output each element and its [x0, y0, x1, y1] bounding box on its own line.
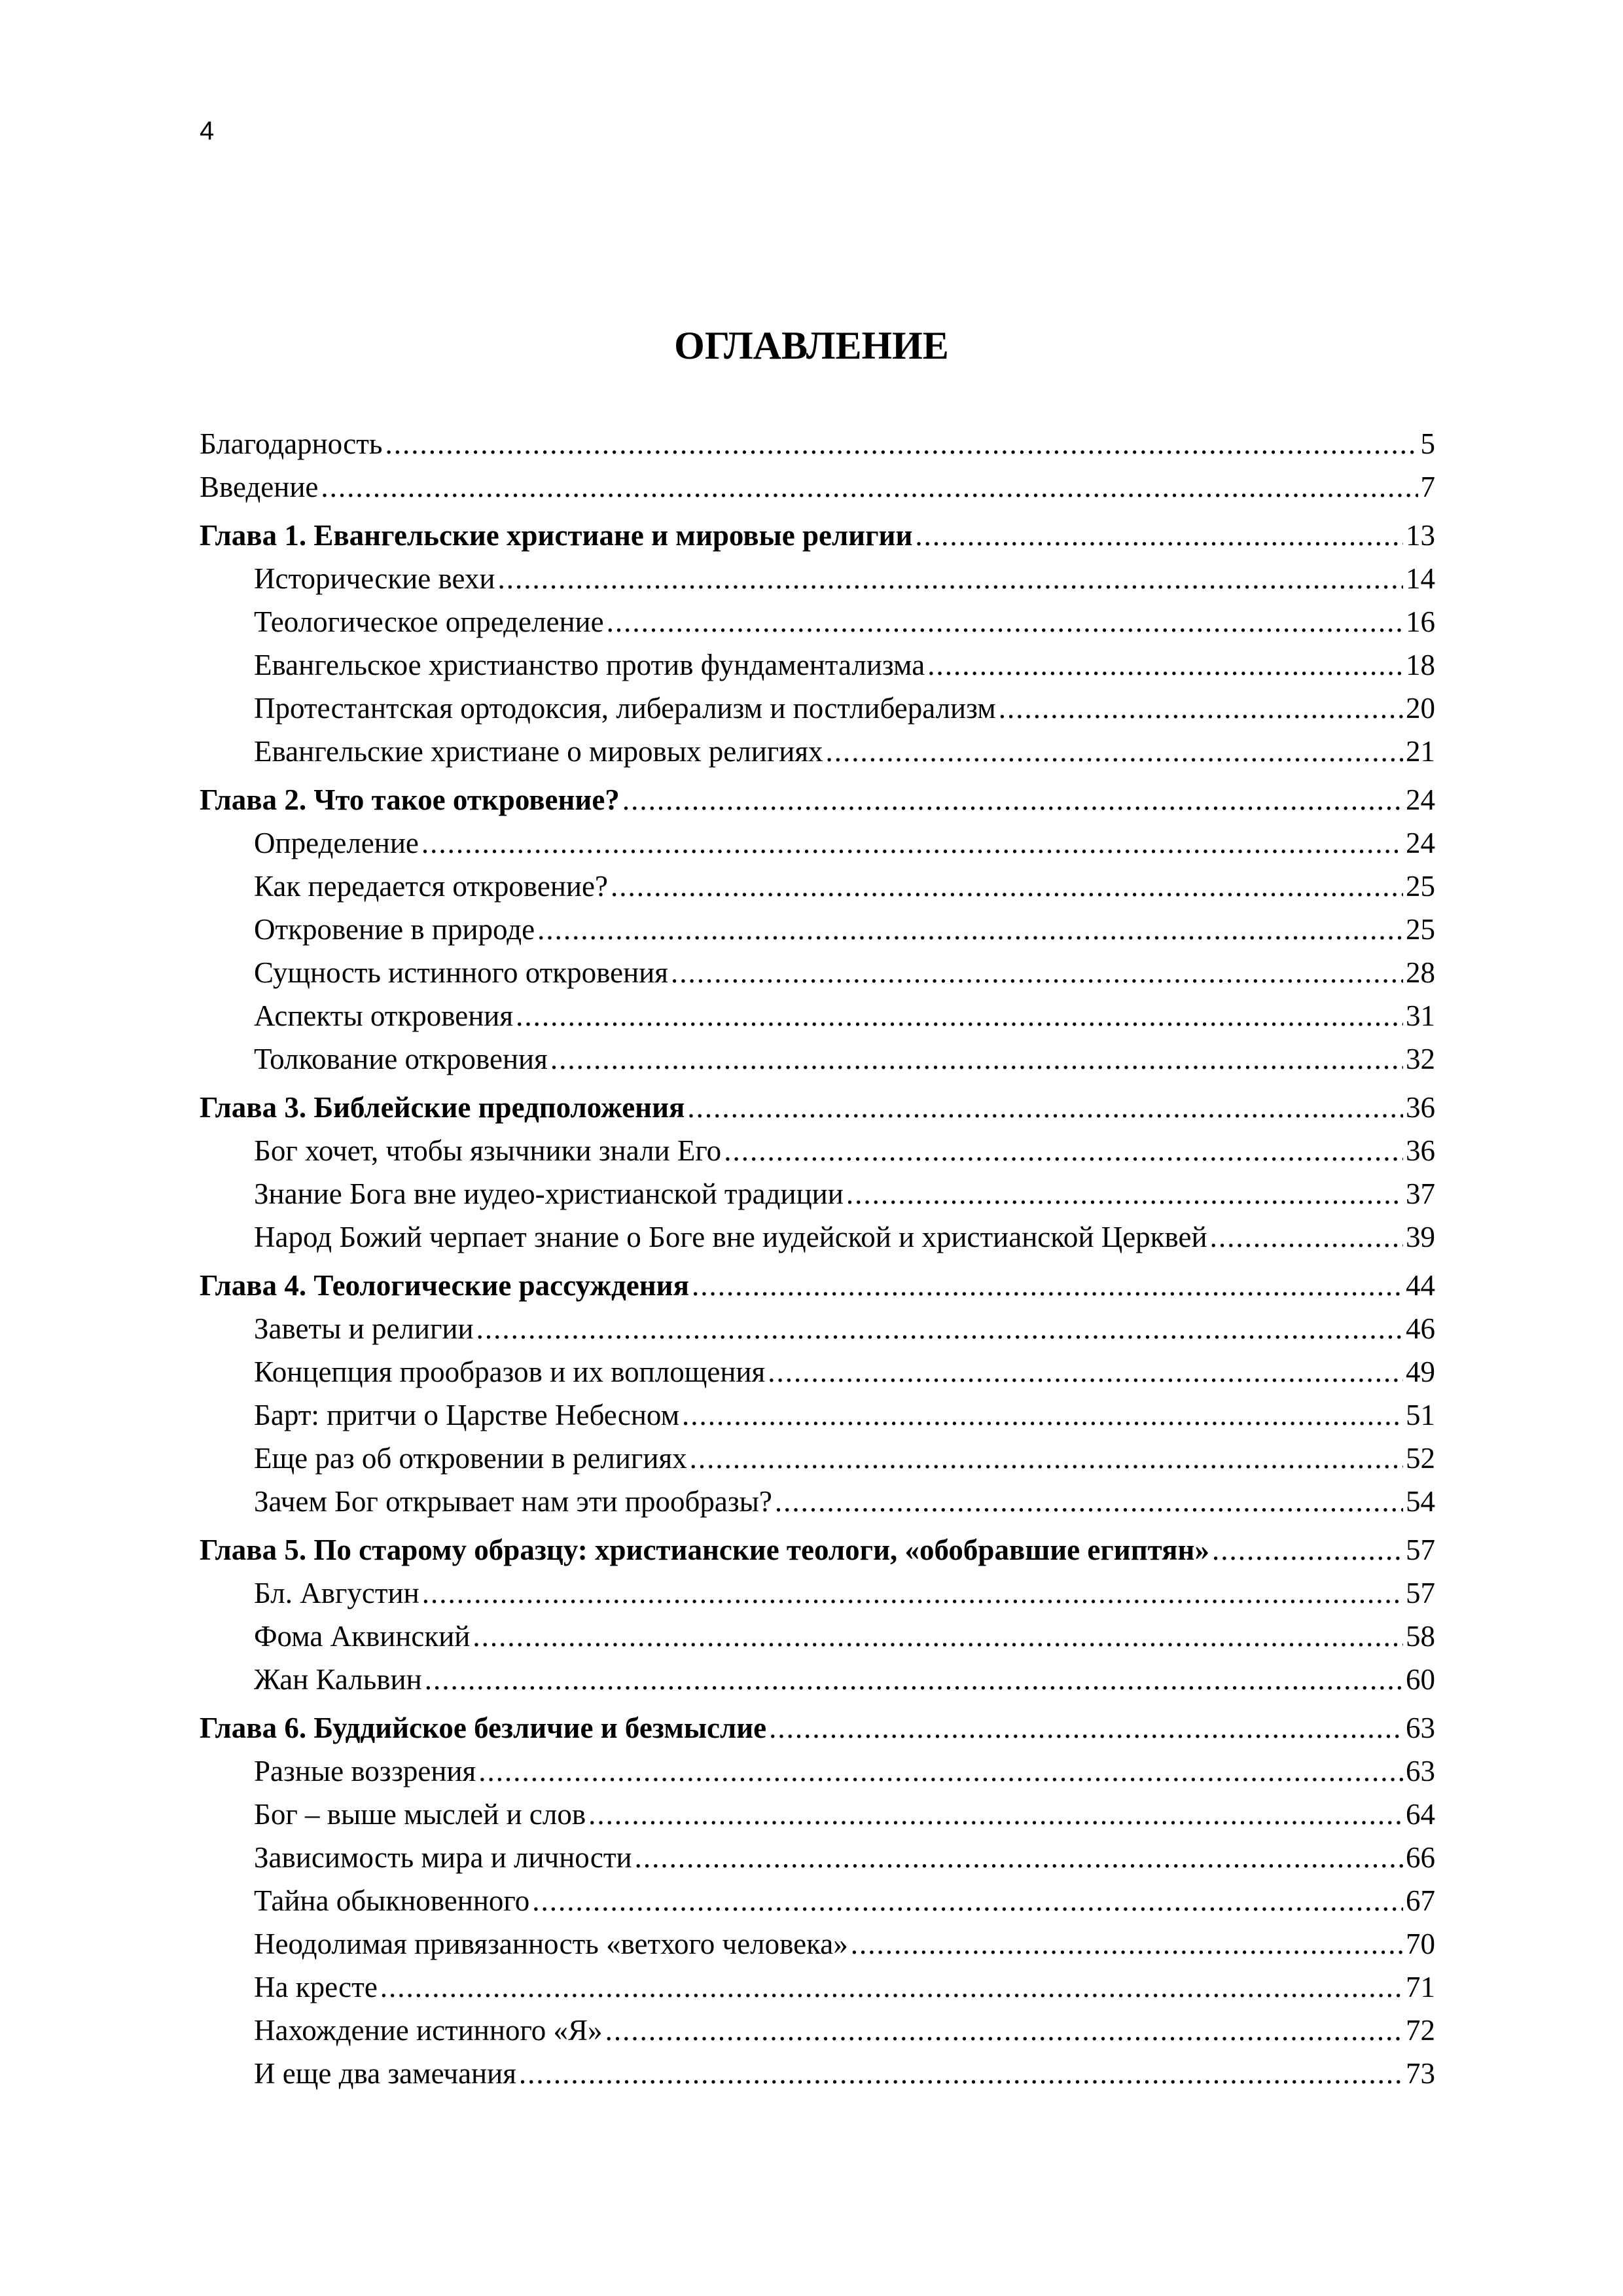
toc-entry-title: Народ Божий черпает знание о Боге вне иудейской и христианской Церквей [254, 1221, 1207, 1253]
toc-dot-leader [851, 1922, 1403, 1965]
toc-entry-title: Благодарность [200, 427, 383, 460]
page-title: ОГЛАВЛЕНИЕ [674, 324, 949, 367]
toc-dot-leader [519, 2052, 1403, 2095]
toc-entry-title: Разные воззрения [254, 1755, 476, 1787]
toc-entry[interactable] [200, 1615, 1435, 1658]
toc-entry-page-number: 57 [1406, 1577, 1435, 1609]
toc-entry-title: Откровение в природе [254, 913, 535, 946]
toc-entry-title: Неодолимая привязанность «ветхого человека» [254, 1928, 848, 1960]
toc-entry-title: Тайна обыкновенного [254, 1884, 530, 1917]
toc-entry-page-number: 36 [1406, 1091, 1435, 1124]
toc-dot-leader [607, 600, 1403, 643]
toc-entry-page-number: 72 [1406, 2014, 1435, 2047]
toc-entry-title: Протестантская ортодоксия, либерализм и постлиберализм [254, 692, 996, 725]
table-of-contents [200, 422, 1435, 2095]
toc-dot-leader [476, 1307, 1403, 1350]
toc-entry[interactable] [200, 1172, 1435, 1215]
toc-chapter-entry[interactable] [200, 1528, 1435, 1571]
toc-entry-title: Знание Бога вне иудео-христианской традиции [254, 1177, 844, 1210]
toc-entry-page-number: 66 [1406, 1841, 1435, 1874]
toc-entry[interactable] [200, 865, 1435, 908]
toc-dot-leader [927, 643, 1403, 687]
toc-dot-leader [385, 422, 1418, 465]
toc-dot-leader [321, 465, 1418, 509]
toc-entry-page-number: 57 [1406, 1534, 1435, 1566]
toc-entry-title: Концепция прообразов и их воплощения [254, 1355, 766, 1388]
toc-entry[interactable] [200, 1129, 1435, 1172]
toc-dot-leader [846, 1172, 1403, 1215]
toc-dot-leader [588, 1793, 1403, 1836]
toc-dot-leader [999, 687, 1403, 730]
toc-entry[interactable] [200, 1037, 1435, 1081]
toc-entry[interactable] [200, 951, 1435, 994]
toc-entry-page-number: 18 [1406, 649, 1435, 681]
toc-entry-page-number: 21 [1406, 735, 1435, 768]
toc-entry-title: Еще раз об откровении в религиях [254, 1442, 687, 1475]
toc-entry-title: Глава 2. Что такое откровение? [200, 783, 620, 816]
toc-entry-page-number: 39 [1406, 1221, 1435, 1253]
toc-entry[interactable] [200, 821, 1435, 865]
toc-dot-leader [605, 2009, 1403, 2052]
toc-entry-page-number: 25 [1406, 870, 1435, 903]
toc-entry-title: Бог – выше мыслей и слов [254, 1798, 586, 1831]
toc-entry-page-number: 46 [1406, 1312, 1435, 1345]
toc-dot-leader [682, 1393, 1403, 1437]
toc-dot-leader [422, 1571, 1403, 1615]
toc-dot-leader [826, 730, 1403, 773]
toc-entry-title: Толкование откровения [254, 1043, 548, 1075]
toc-entry-page-number: 7 [1420, 471, 1435, 503]
toc-dot-leader [550, 1037, 1403, 1081]
toc-dot-leader [1210, 1215, 1403, 1259]
toc-chapter-entry[interactable] [200, 778, 1435, 821]
toc-dot-leader [611, 865, 1403, 908]
toc-entry[interactable] [200, 643, 1435, 687]
toc-entry-page-number: 16 [1406, 605, 1435, 638]
toc-chapter-entry[interactable] [200, 1706, 1435, 1749]
toc-dot-leader [516, 994, 1403, 1037]
toc-entry-title: Как передается откровение? [254, 870, 608, 903]
toc-entry[interactable] [200, 1922, 1435, 1965]
toc-entry-title: Заветы и религии [254, 1312, 474, 1345]
toc-entry-title: Глава 3. Библейские предположения [200, 1091, 685, 1124]
toc-entry-page-number: 14 [1406, 562, 1435, 595]
toc-dot-leader [671, 951, 1403, 994]
toc-entry-page-number: 60 [1406, 1663, 1435, 1696]
toc-entry-page-number: 44 [1406, 1269, 1435, 1302]
toc-entry[interactable] [200, 1307, 1435, 1350]
toc-entry-page-number: 5 [1420, 427, 1435, 460]
toc-dot-leader [537, 908, 1403, 951]
toc-entry[interactable] [200, 1793, 1435, 1836]
toc-entry[interactable] [200, 600, 1435, 643]
toc-entry-page-number: 51 [1406, 1399, 1435, 1431]
toc-entry[interactable] [200, 1836, 1435, 1879]
toc-entry-title: Теологическое определение [254, 605, 604, 638]
toc-entry-page-number: 52 [1406, 1442, 1435, 1475]
toc-entry-page-number: 63 [1406, 1755, 1435, 1787]
toc-entry-page-number: 13 [1406, 519, 1435, 552]
toc-entry-page-number: 31 [1406, 999, 1435, 1032]
toc-entry-title: Глава 6. Буддийское безличие и безмыслие [200, 1712, 767, 1744]
toc-entry[interactable] [200, 557, 1435, 600]
toc-entry-page-number: 67 [1406, 1884, 1435, 1917]
toc-entry-page-number: 58 [1406, 1620, 1435, 1653]
toc-entry-title: Бог хочет, чтобы язычники знали Его [254, 1134, 722, 1167]
toc-entry-page-number: 20 [1406, 692, 1435, 725]
toc-entry[interactable] [200, 1749, 1435, 1793]
toc-entry-title: Жан Кальвин [254, 1663, 422, 1696]
toc-entry[interactable] [200, 1879, 1435, 1922]
toc-entry-page-number: 24 [1406, 783, 1435, 816]
toc-dot-leader [690, 1437, 1403, 1480]
toc-dot-leader [775, 1480, 1403, 1523]
toc-entry-page-number: 64 [1406, 1798, 1435, 1831]
toc-entry[interactable] [200, 422, 1435, 465]
toc-dot-leader [635, 1836, 1403, 1879]
toc-entry[interactable] [200, 2009, 1435, 2052]
toc-dot-leader [497, 557, 1403, 600]
toc-entry-title: Определение [254, 827, 419, 859]
toc-dot-leader [478, 1749, 1403, 1793]
toc-entry[interactable] [200, 908, 1435, 951]
toc-entry[interactable] [200, 1965, 1435, 2009]
toc-dot-leader [768, 1350, 1403, 1393]
toc-entry-title: Бл. Августин [254, 1577, 419, 1609]
toc-dot-leader [769, 1706, 1403, 1749]
toc-dot-leader [380, 1965, 1403, 2009]
toc-entry-title: Барт: притчи о Царстве Небесном [254, 1399, 680, 1431]
toc-dot-leader [421, 821, 1403, 865]
toc-entry-page-number: 32 [1406, 1043, 1435, 1075]
toc-entry[interactable] [200, 687, 1435, 730]
toc-entry-title: Введение [200, 471, 319, 503]
toc-dot-leader [724, 1129, 1403, 1172]
toc-chapter-entry[interactable] [200, 514, 1435, 557]
toc-entry-page-number: 25 [1406, 913, 1435, 946]
toc-entry-title: Глава 4. Теологические рассуждения [200, 1269, 689, 1302]
toc-dot-leader [622, 778, 1403, 821]
toc-dot-leader [1212, 1528, 1403, 1571]
toc-entry-title: Аспекты откровения [254, 999, 514, 1032]
toc-entry-title: Евангельские христиане о мировых религиях [254, 735, 823, 768]
toc-entry-page-number: 71 [1406, 1971, 1435, 2003]
toc-entry-title: Фома Аквинский [254, 1620, 471, 1653]
toc-dot-leader [687, 1086, 1403, 1129]
toc-entry[interactable] [200, 1658, 1435, 1701]
toc-entry-title: На кресте [254, 1971, 378, 2003]
toc-entry[interactable] [200, 1437, 1435, 1480]
toc-dot-leader [473, 1615, 1403, 1658]
toc-entry-title: Евангельское христианство против фундаментализма [254, 649, 925, 681]
toc-entry-page-number: 70 [1406, 1928, 1435, 1960]
toc-chapter-entry[interactable] [200, 1086, 1435, 1129]
toc-entry-page-number: 36 [1406, 1134, 1435, 1167]
toc-dot-leader [915, 514, 1403, 557]
page-number: 4 [200, 117, 215, 145]
toc-dot-leader [532, 1879, 1403, 1922]
toc-entry[interactable] [200, 994, 1435, 1037]
toc-entry[interactable] [200, 1350, 1435, 1393]
toc-entry[interactable] [200, 1393, 1435, 1437]
toc-entry[interactable] [200, 465, 1435, 509]
toc-entry-title: Сущность истинного откровения [254, 956, 668, 989]
toc-dot-leader [425, 1658, 1403, 1701]
toc-entry-page-number: 24 [1406, 827, 1435, 859]
toc-entry-title: И еще два замечания [254, 2057, 516, 2090]
toc-chapter-entry[interactable] [200, 1264, 1435, 1307]
toc-entry-title: Зависимость мира и личности [254, 1841, 632, 1874]
toc-entry-title: Зачем Бог открывает нам эти прообразы? [254, 1485, 772, 1518]
toc-entry-title: Нахождение истинного «Я» [254, 2014, 603, 2047]
toc-entry-title: Глава 1. Евангельские христиане и мировые религии [200, 519, 913, 552]
toc-entry-page-number: 28 [1406, 956, 1435, 989]
toc-entry[interactable] [200, 1215, 1435, 1259]
toc-entry[interactable] [200, 730, 1435, 773]
toc-entry-page-number: 63 [1406, 1712, 1435, 1744]
toc-entry-page-number: 54 [1406, 1485, 1435, 1518]
toc-dot-leader [692, 1264, 1403, 1307]
toc-entry[interactable] [200, 1571, 1435, 1615]
toc-entry-page-number: 49 [1406, 1355, 1435, 1388]
toc-entry-title: Исторические вехи [254, 562, 495, 595]
toc-entry-page-number: 37 [1406, 1177, 1435, 1210]
toc-entry[interactable] [200, 2052, 1435, 2095]
toc-entry-title: Глава 5. По старому образцу: христианские теологи, «обобравшие египтян» [200, 1534, 1209, 1566]
toc-entry[interactable] [200, 1480, 1435, 1523]
toc-entry-page-number: 73 [1406, 2057, 1435, 2090]
